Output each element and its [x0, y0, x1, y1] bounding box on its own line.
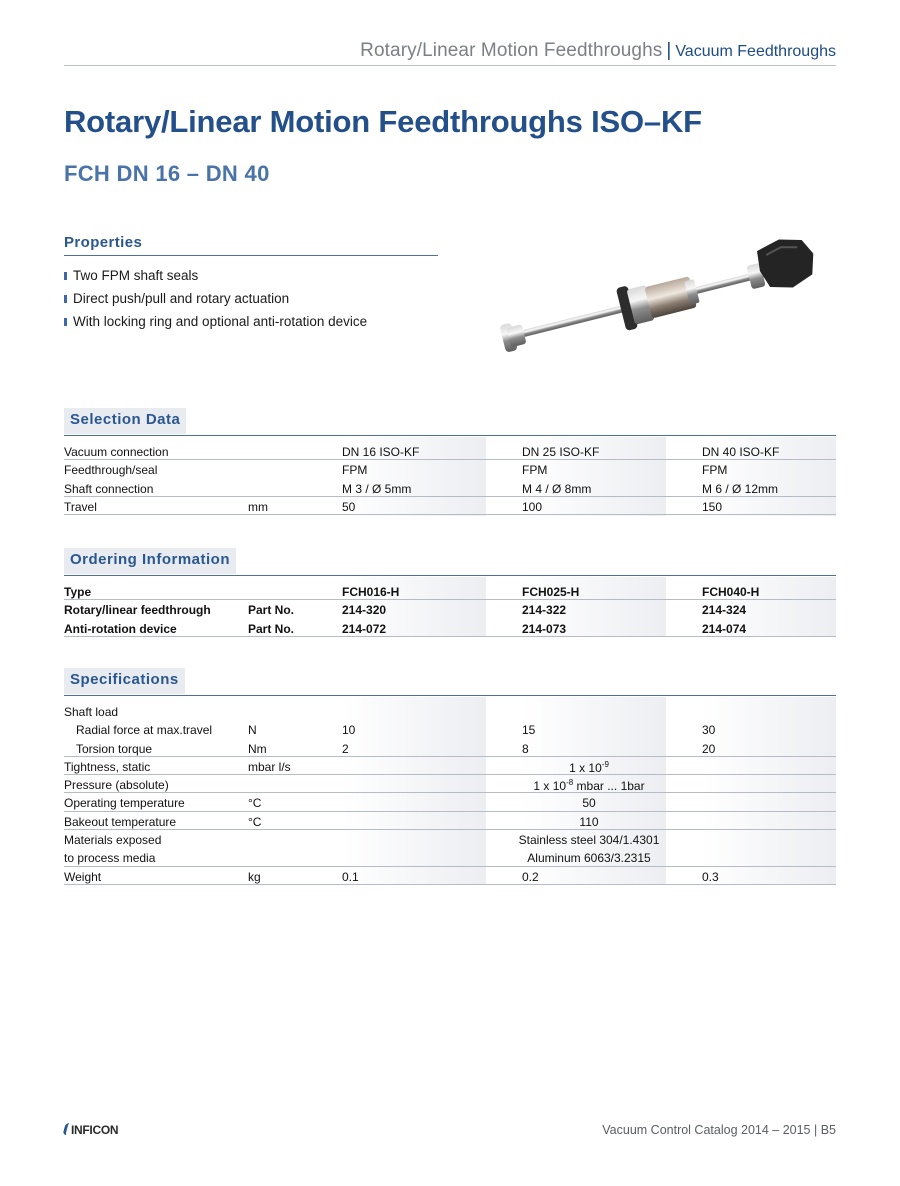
table-row: Materials exposed Stainless steel 304/1.4301	[64, 833, 660, 848]
page-header	[64, 40, 836, 66]
table-row: Vacuum connection DN 16 ISO-KF DN 25 ISO-KF DN 40 ISO-KF	[64, 442, 836, 460]
inficon-logo: INFICON	[64, 1123, 118, 1137]
page-title: Rotary/Linear Motion Feedthroughs ISO–KF	[64, 104, 702, 139]
table-row: Anti-rotation device Part No. 214-072 214-073 214-074	[64, 619, 836, 637]
table-row: Travel mm 50 100 150	[64, 497, 836, 515]
bullet-icon	[64, 272, 67, 280]
table-row: Operating temperature °C 50	[64, 793, 836, 811]
selection-heading: Selection Data	[64, 408, 186, 434]
property-item: With locking ring and optional anti-rotation device	[64, 310, 367, 333]
table-row: Radial force at max.travel N 10 15 30	[76, 723, 716, 738]
properties-heading: Properties	[64, 234, 438, 256]
table-row: Bakeout temperature °C 110	[64, 812, 836, 830]
property-item: Direct push/pull and rotary actuation	[64, 287, 367, 310]
table-row: Pressure (absolute) 1 x $10^{-8}$ mbar ... 1bar	[64, 775, 836, 793]
header-section: Rotary/Linear Motion Feedthroughs	[360, 40, 663, 61]
ordering-rule	[64, 575, 836, 576]
table-row: Shaft load	[64, 705, 119, 719]
table-row: Feedthrough/seal FPM FPM FPM	[64, 463, 728, 478]
page-subtitle: FCH DN 16 – DN 40	[64, 161, 270, 186]
table-row: to process media Aluminum 6063/3.2315	[64, 848, 836, 866]
table-row: Rotary/linear feedthrough Part No. 214-320 214-322 214-324	[64, 603, 747, 618]
table-row: Type FCH016-H FCH025-H FCH040-H	[64, 582, 836, 600]
properties-list	[64, 264, 367, 333]
selection-rule	[64, 435, 836, 436]
specifications-rule	[64, 695, 836, 696]
table-row: Shaft connection M 3 / Ø 5mm M 4 / Ø 8mm M 6 / Ø 12mm	[64, 479, 836, 497]
table-row: Torsion torque Nm 2 8 20	[64, 739, 836, 757]
header-separator: |	[666, 40, 672, 61]
header-category: Vacuum Feedthroughs	[675, 43, 836, 60]
ordering-table	[64, 582, 836, 637]
table-row: Tightness, static mbar l/s 1 x $10^{-9}$	[64, 757, 836, 775]
footer-catalog-text: Vacuum Control Catalog 2014 – 2015 | B5	[602, 1123, 836, 1137]
ordering-heading: Ordering Information	[64, 548, 236, 574]
table-row: Weight kg 0.1 0.2 0.3	[64, 867, 836, 885]
property-item: Two FPM shaft seals	[64, 264, 367, 287]
specifications-table	[64, 702, 836, 885]
selection-table	[64, 442, 836, 515]
specifications-heading: Specifications	[64, 668, 185, 694]
product-image	[488, 230, 830, 354]
bullet-icon	[64, 318, 67, 326]
bullet-icon	[64, 295, 67, 303]
